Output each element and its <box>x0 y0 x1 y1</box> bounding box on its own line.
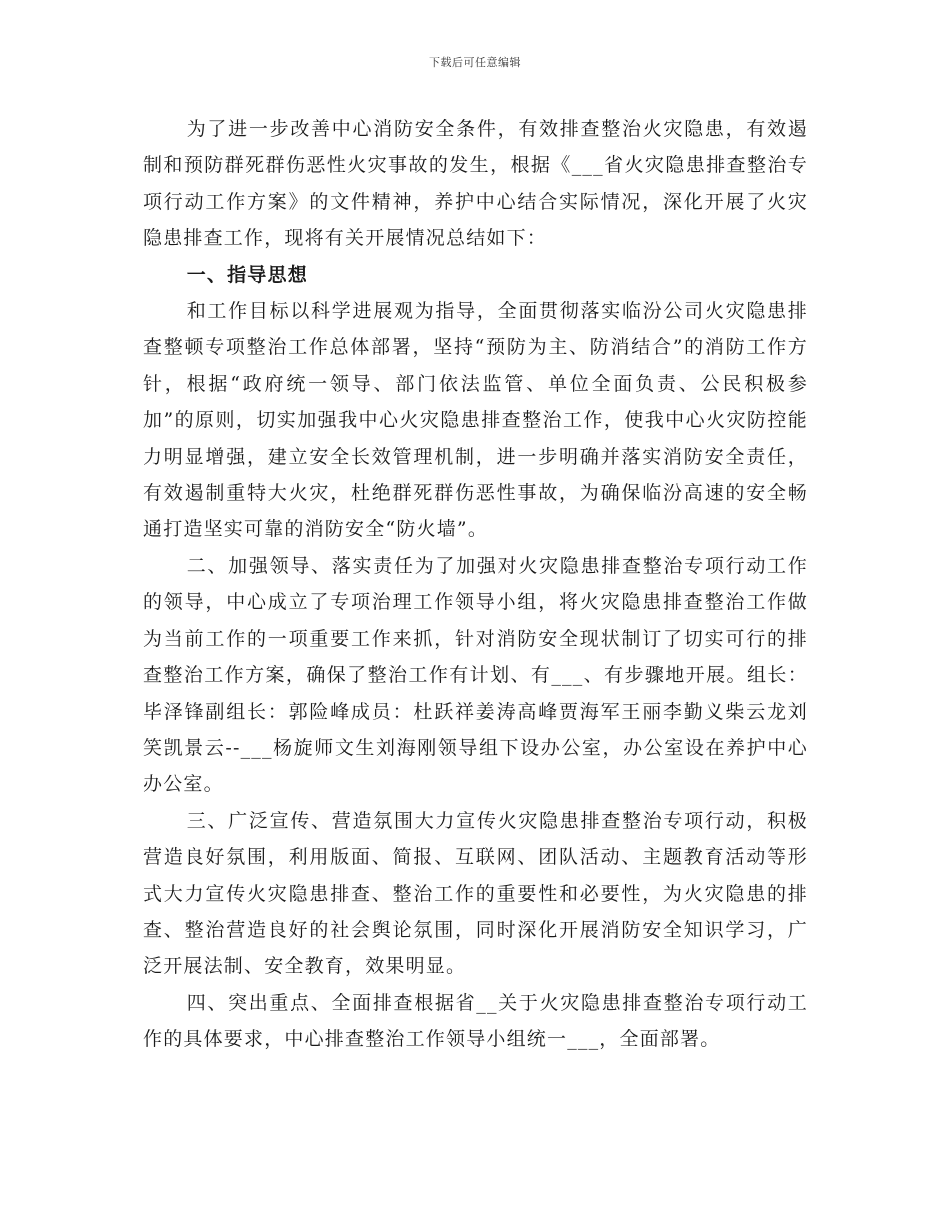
paragraph-guiding-thought: 和工作目标以科学进展观为指导，全面贯彻落实临汾公司火灾隐患排查整顿专项整治工作总体部署，坚持“预防为主、防消结合”的消防工作方针，根据“政府统一领导、部门依法监管、单位全面负责、公民积极参加”的原则，切实加强我中心火灾隐患排查整治工作，使我中心火灾防控能力明显增强，建立安全长效管理机制，进一步明确并落实消防安全责任，有效遏制重特大火灾，杜绝群死群伤恶性事故，为确保临汾高速的安全畅通打造坚实可靠的消防安全“防火墙”。 <box>143 300 808 541</box>
paragraph-key-inspection: 四、突出重点、全面排查根据省__关于火灾隐患排查整治专项行动工作的具体要求，中心排查整治工作领导小组统一___，全面部署。 <box>143 991 808 1051</box>
paragraph-leadership: 二、加强领导、落实责任为了加强对火灾隐患排查整治专项行动工作的领导，中心成立了专项治理工作领导小组，将火灾隐患排查整治工作做为当前工作的一项重要工作来抓，针对消防安全现状制订了切实可行的排查整治工作方案，确保了整治工作有计划、有___、有步骤地开展。组长：毕泽锋副组长：郭险峰成员：杜跃祥姜涛高峰贾海军王丽李勤义柴云龙刘笑凯景云--___杨旋师文生刘海刚领导组下设办公室，办公室设在养护中心办公室。 <box>143 554 808 796</box>
page-header-note: 下载后可任意编辑 <box>429 56 521 69</box>
paragraph-publicity: 三、广泛宣传、营造氛围大力宣传火灾隐患排查整治专项行动，积极营造良好氛围，利用版面、简报、互联网、团队活动、主题教育活动等形式大力宣传火灾隐患排查、整治工作的重要性和必要性，为火灾隐患的排查、整治营造良好的社会舆论氛围，同时深化开展消防安全知识学习，广泛开展法制、安全教育，效果明显。 <box>143 809 808 978</box>
intro-paragraph: 为了进一步改善中心消防安全条件，有效排查整治火灾隐患，有效遏制和预防群死群伤恶性火灾事故的发生，根据《___省火灾隐患排查整治专项行动工作方案》的文件精神，养护中心结合实际情况，深化开展了火灾隐患排查工作，现将有关开展情况总结如下： <box>143 118 808 250</box>
document-body <box>143 111 808 1058</box>
section-heading-guiding-thought: 一、指导思想 <box>186 263 308 286</box>
